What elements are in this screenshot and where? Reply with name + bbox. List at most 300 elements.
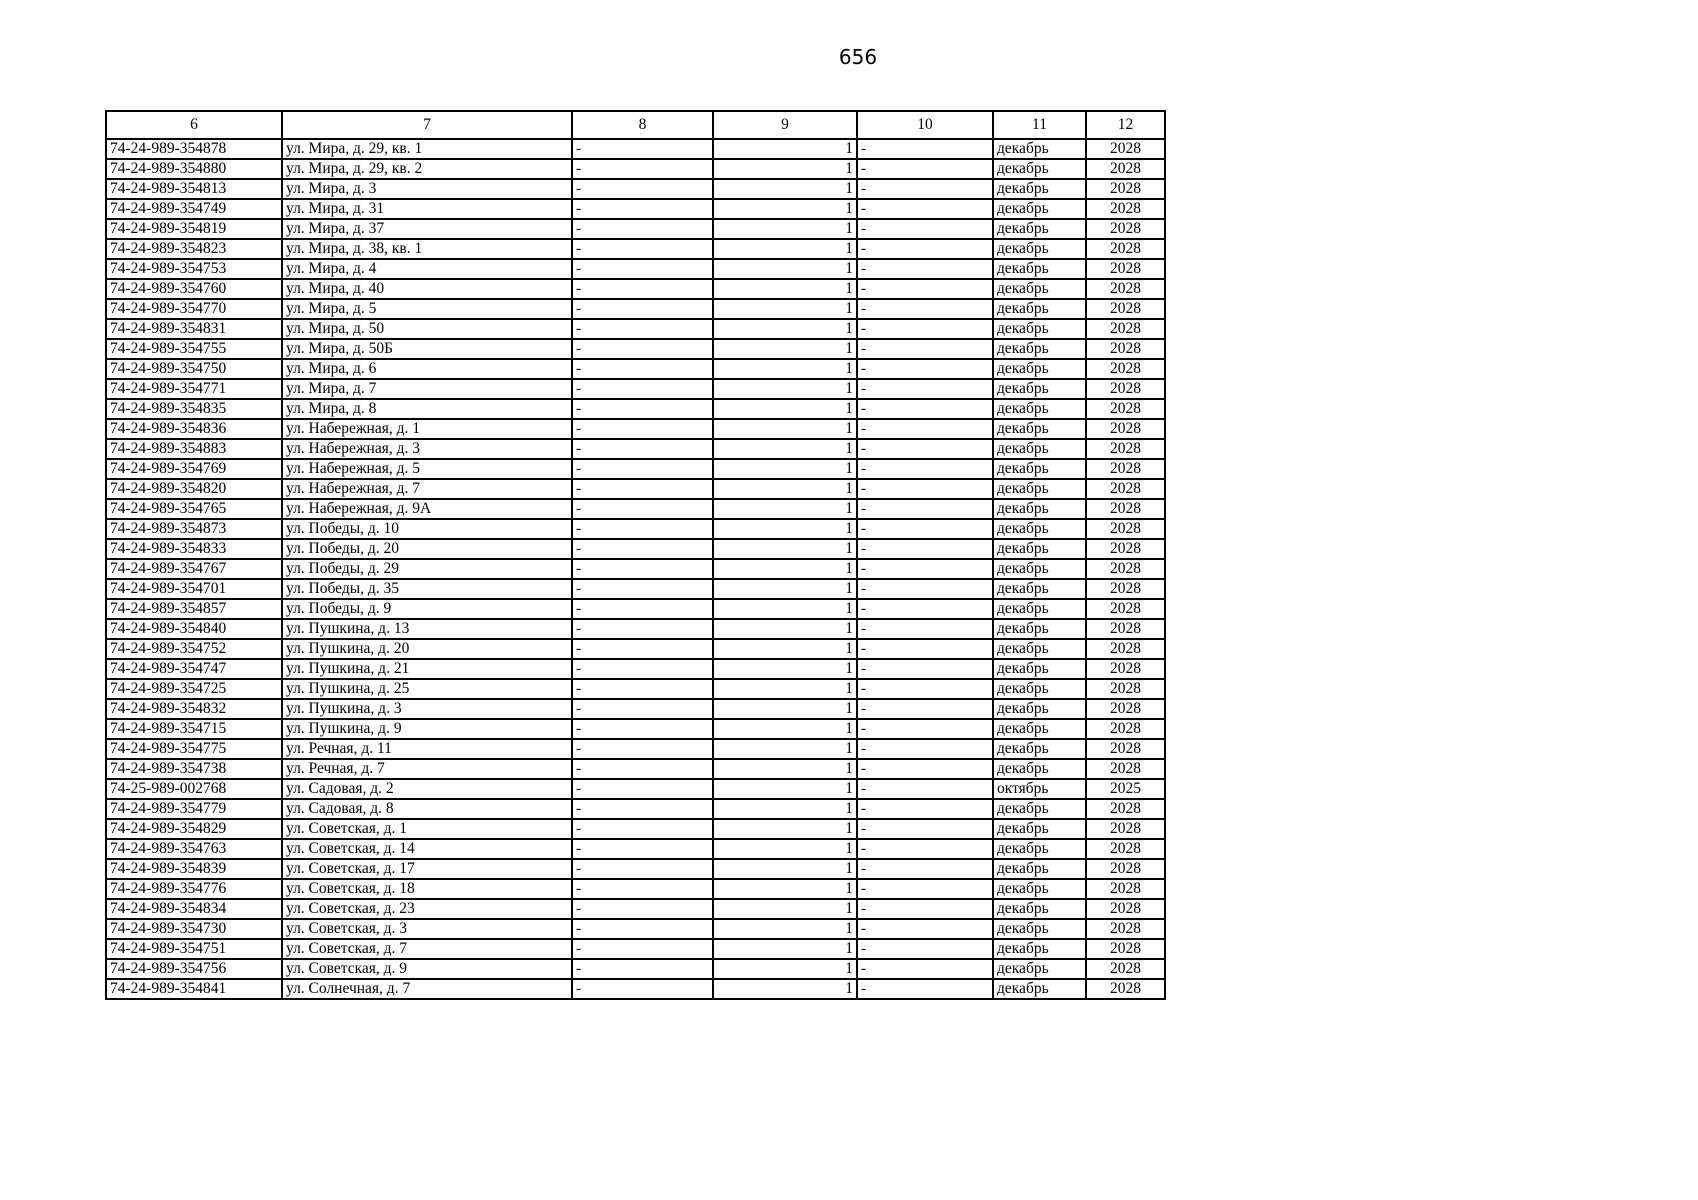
- cell-year: 2028: [1086, 159, 1165, 179]
- cell-month: декабрь: [993, 679, 1086, 699]
- cell-col-9: 1: [713, 319, 857, 339]
- cell-col-10: -: [857, 379, 993, 399]
- cell-month: декабрь: [993, 359, 1086, 379]
- cell-object-code: 74-24-989-354819: [106, 219, 282, 239]
- cell-col-9: 1: [713, 619, 857, 639]
- cell-col-9: 1: [713, 219, 857, 239]
- cell-year: 2028: [1086, 219, 1165, 239]
- cell-address: ул. Набережная, д. 1: [282, 419, 572, 439]
- cell-col-8: -: [572, 919, 713, 939]
- cell-year: 2028: [1086, 939, 1165, 959]
- cell-address: ул. Солнечная, д. 7: [282, 979, 572, 999]
- cell-col-9: 1: [713, 179, 857, 199]
- header-row: [106, 111, 1165, 139]
- cell-year: 2028: [1086, 499, 1165, 519]
- cell-col-9: 1: [713, 379, 857, 399]
- cell-address: ул. Победы, д. 10: [282, 519, 572, 539]
- table-row: [106, 499, 1165, 519]
- cell-month: декабрь: [993, 859, 1086, 879]
- cell-object-code: 74-24-989-354883: [106, 439, 282, 459]
- cell-year: 2028: [1086, 739, 1165, 759]
- cell-address: ул. Речная, д. 7: [282, 759, 572, 779]
- cell-address: ул. Мира, д. 7: [282, 379, 572, 399]
- cell-month: декабрь: [993, 139, 1086, 159]
- cell-month: декабрь: [993, 839, 1086, 859]
- cell-col-9: 1: [713, 739, 857, 759]
- cell-object-code: 74-24-989-354880: [106, 159, 282, 179]
- table-row: [106, 799, 1165, 819]
- cell-address: ул. Речная, д. 11: [282, 739, 572, 759]
- cell-col-10: -: [857, 199, 993, 219]
- cell-col-8: -: [572, 359, 713, 379]
- cell-object-code: 74-24-989-354831: [106, 319, 282, 339]
- cell-col-8: -: [572, 659, 713, 679]
- table-row: [106, 559, 1165, 579]
- cell-address: ул. Набережная, д. 7: [282, 479, 572, 499]
- table-row: [106, 959, 1165, 979]
- cell-address: ул. Советская, д. 7: [282, 939, 572, 959]
- cell-address: ул. Советская, д. 1: [282, 819, 572, 839]
- cell-address: ул. Победы, д. 9: [282, 599, 572, 619]
- table-row: [106, 519, 1165, 539]
- cell-year: 2028: [1086, 719, 1165, 739]
- cell-col-10: -: [857, 179, 993, 199]
- cell-address: ул. Набережная, д. 9А: [282, 499, 572, 519]
- cell-col-8: -: [572, 459, 713, 479]
- cell-object-code: 74-24-989-354829: [106, 819, 282, 839]
- cell-year: 2028: [1086, 459, 1165, 479]
- cell-col-8: -: [572, 839, 713, 859]
- cell-object-code: 74-24-989-354749: [106, 199, 282, 219]
- cell-col-10: -: [857, 459, 993, 479]
- cell-col-9: 1: [713, 899, 857, 919]
- cell-col-8: -: [572, 639, 713, 659]
- cell-address: ул. Пушкина, д. 21: [282, 659, 572, 679]
- column-header-10: 10: [857, 111, 993, 139]
- cell-col-9: 1: [713, 259, 857, 279]
- cell-month: декабрь: [993, 179, 1086, 199]
- cell-object-code: 74-24-989-354701: [106, 579, 282, 599]
- cell-col-9: 1: [713, 439, 857, 459]
- cell-col-8: -: [572, 319, 713, 339]
- cell-address: ул. Мира, д. 8: [282, 399, 572, 419]
- cell-year: 2028: [1086, 439, 1165, 459]
- cell-col-8: -: [572, 379, 713, 399]
- cell-col-9: 1: [713, 599, 857, 619]
- cell-col-9: 1: [713, 879, 857, 899]
- cell-col-8: -: [572, 539, 713, 559]
- cell-month: декабрь: [993, 239, 1086, 259]
- cell-col-10: -: [857, 839, 993, 859]
- cell-address: ул. Мира, д. 38, кв. 1: [282, 239, 572, 259]
- table-row: [106, 139, 1165, 159]
- cell-month: декабрь: [993, 339, 1086, 359]
- cell-month: декабрь: [993, 499, 1086, 519]
- cell-year: 2028: [1086, 519, 1165, 539]
- cell-col-10: -: [857, 339, 993, 359]
- cell-month: декабрь: [993, 699, 1086, 719]
- table-row: [106, 459, 1165, 479]
- cell-col-10: -: [857, 879, 993, 899]
- cell-year: 2028: [1086, 359, 1165, 379]
- cell-year: 2028: [1086, 559, 1165, 579]
- cell-col-9: 1: [713, 459, 857, 479]
- cell-col-8: -: [572, 479, 713, 499]
- cell-year: 2028: [1086, 479, 1165, 499]
- cell-year: 2028: [1086, 399, 1165, 419]
- cell-object-code: 74-24-989-354776: [106, 879, 282, 899]
- cell-object-code: 74-24-989-354823: [106, 239, 282, 259]
- table-row: [106, 359, 1165, 379]
- cell-col-10: -: [857, 559, 993, 579]
- cell-address: ул. Набережная, д. 5: [282, 459, 572, 479]
- cell-year: 2028: [1086, 839, 1165, 859]
- cell-month: декабрь: [993, 159, 1086, 179]
- table-row: [106, 279, 1165, 299]
- cell-month: декабрь: [993, 979, 1086, 999]
- table-row: [106, 379, 1165, 399]
- table-row: [106, 759, 1165, 779]
- table-row: [106, 699, 1165, 719]
- cell-col-9: 1: [713, 339, 857, 359]
- cell-col-9: 1: [713, 159, 857, 179]
- cell-month: декабрь: [993, 199, 1086, 219]
- cell-col-10: -: [857, 919, 993, 939]
- table-row: [106, 659, 1165, 679]
- cell-col-10: -: [857, 319, 993, 339]
- cell-year: 2028: [1086, 599, 1165, 619]
- table-row: [106, 159, 1165, 179]
- table-row: [106, 259, 1165, 279]
- cell-year: 2028: [1086, 919, 1165, 939]
- cell-col-9: 1: [713, 839, 857, 859]
- cell-object-code: 74-24-989-354841: [106, 979, 282, 999]
- cell-object-code: 74-25-989-002768: [106, 779, 282, 799]
- cell-address: ул. Мира, д. 5: [282, 299, 572, 319]
- cell-address: ул. Мира, д. 29, кв. 1: [282, 139, 572, 159]
- cell-address: ул. Мира, д. 29, кв. 2: [282, 159, 572, 179]
- cell-year: 2028: [1086, 979, 1165, 999]
- cell-month: декабрь: [993, 879, 1086, 899]
- cell-col-9: 1: [713, 659, 857, 679]
- cell-col-8: -: [572, 179, 713, 199]
- cell-month: декабрь: [993, 659, 1086, 679]
- cell-col-10: -: [857, 279, 993, 299]
- cell-month: декабрь: [993, 379, 1086, 399]
- cell-month: декабрь: [993, 419, 1086, 439]
- cell-col-8: -: [572, 399, 713, 419]
- table-row: [106, 619, 1165, 639]
- cell-address: ул. Победы, д. 35: [282, 579, 572, 599]
- cell-month: декабрь: [993, 559, 1086, 579]
- cell-object-code: 74-24-989-354769: [106, 459, 282, 479]
- cell-col-10: -: [857, 299, 993, 319]
- cell-month: декабрь: [993, 759, 1086, 779]
- cell-col-8: -: [572, 879, 713, 899]
- cell-col-10: -: [857, 619, 993, 639]
- cell-col-9: 1: [713, 419, 857, 439]
- cell-month: декабрь: [993, 599, 1086, 619]
- table-row: [106, 399, 1165, 419]
- column-header-11: 11: [993, 111, 1086, 139]
- cell-col-10: -: [857, 679, 993, 699]
- table-row: [106, 419, 1165, 439]
- table-row: [106, 679, 1165, 699]
- cell-col-10: -: [857, 439, 993, 459]
- cell-month: декабрь: [993, 399, 1086, 419]
- cell-col-8: -: [572, 819, 713, 839]
- cell-address: ул. Мира, д. 31: [282, 199, 572, 219]
- cell-object-code: 74-24-989-354760: [106, 279, 282, 299]
- cell-object-code: 74-24-989-354820: [106, 479, 282, 499]
- cell-year: 2028: [1086, 259, 1165, 279]
- cell-col-8: -: [572, 719, 713, 739]
- cell-month: декабрь: [993, 719, 1086, 739]
- cell-year: 2028: [1086, 239, 1165, 259]
- cell-col-9: 1: [713, 919, 857, 939]
- cell-col-9: 1: [713, 759, 857, 779]
- cell-col-8: -: [572, 979, 713, 999]
- cell-col-9: 1: [713, 399, 857, 419]
- cell-col-9: 1: [713, 559, 857, 579]
- cell-year: 2028: [1086, 579, 1165, 599]
- cell-address: ул. Набережная, д. 3: [282, 439, 572, 459]
- cell-month: декабрь: [993, 519, 1086, 539]
- cell-col-9: 1: [713, 539, 857, 559]
- cell-col-8: -: [572, 519, 713, 539]
- cell-col-9: 1: [713, 519, 857, 539]
- cell-col-10: -: [857, 799, 993, 819]
- cell-col-9: 1: [713, 479, 857, 499]
- cell-col-8: -: [572, 559, 713, 579]
- cell-col-9: 1: [713, 199, 857, 219]
- cell-object-code: 74-24-989-354775: [106, 739, 282, 759]
- cell-col-10: -: [857, 659, 993, 679]
- cell-col-9: 1: [713, 939, 857, 959]
- cell-col-10: -: [857, 779, 993, 799]
- cell-object-code: 74-24-989-354779: [106, 799, 282, 819]
- cell-address: ул. Садовая, д. 8: [282, 799, 572, 819]
- cell-year: 2028: [1086, 639, 1165, 659]
- cell-object-code: 74-24-989-354813: [106, 179, 282, 199]
- cell-col-8: -: [572, 339, 713, 359]
- table-row: [106, 479, 1165, 499]
- cell-month: декабрь: [993, 739, 1086, 759]
- cell-month: декабрь: [993, 299, 1086, 319]
- cell-year: 2028: [1086, 299, 1165, 319]
- cell-col-8: -: [572, 219, 713, 239]
- cell-col-9: 1: [713, 279, 857, 299]
- table-row: [106, 639, 1165, 659]
- cell-col-9: 1: [713, 799, 857, 819]
- column-header-9: 9: [713, 111, 857, 139]
- cell-object-code: 74-24-989-354770: [106, 299, 282, 319]
- cell-col-10: -: [857, 239, 993, 259]
- cell-address: ул. Мира, д. 4: [282, 259, 572, 279]
- table-row: [106, 919, 1165, 939]
- cell-col-10: -: [857, 499, 993, 519]
- cell-month: декабрь: [993, 279, 1086, 299]
- cell-object-code: 74-24-989-354833: [106, 539, 282, 559]
- cell-col-8: -: [572, 619, 713, 639]
- cell-year: 2028: [1086, 139, 1165, 159]
- cell-col-10: -: [857, 139, 993, 159]
- cell-object-code: 74-24-989-354725: [106, 679, 282, 699]
- table-row: [106, 339, 1165, 359]
- cell-year: 2028: [1086, 879, 1165, 899]
- cell-col-10: -: [857, 979, 993, 999]
- cell-year: 2028: [1086, 819, 1165, 839]
- cell-col-8: -: [572, 759, 713, 779]
- cell-object-code: 74-24-989-354715: [106, 719, 282, 739]
- cell-col-9: 1: [713, 979, 857, 999]
- cell-col-9: 1: [713, 239, 857, 259]
- cell-col-9: 1: [713, 299, 857, 319]
- cell-col-10: -: [857, 359, 993, 379]
- cell-col-10: -: [857, 639, 993, 659]
- cell-address: ул. Мира, д. 50: [282, 319, 572, 339]
- cell-col-9: 1: [713, 139, 857, 159]
- cell-col-8: -: [572, 139, 713, 159]
- column-header-6: 6: [106, 111, 282, 139]
- cell-address: ул. Советская, д. 14: [282, 839, 572, 859]
- cell-col-9: 1: [713, 699, 857, 719]
- cell-object-code: 74-24-989-354753: [106, 259, 282, 279]
- cell-month: декабрь: [993, 639, 1086, 659]
- cell-address: ул. Советская, д. 3: [282, 919, 572, 939]
- cell-month: декабрь: [993, 579, 1086, 599]
- cell-year: 2028: [1086, 539, 1165, 559]
- cell-address: ул. Пушкина, д. 20: [282, 639, 572, 659]
- cell-col-10: -: [857, 159, 993, 179]
- page-number: 656: [838, 45, 878, 69]
- cell-month: декабрь: [993, 819, 1086, 839]
- table-row: [106, 879, 1165, 899]
- cell-col-9: 1: [713, 499, 857, 519]
- cell-object-code: 74-24-989-354763: [106, 839, 282, 859]
- cell-year: 2028: [1086, 859, 1165, 879]
- cell-month: декабрь: [993, 939, 1086, 959]
- cell-col-10: -: [857, 219, 993, 239]
- table-row: [106, 719, 1165, 739]
- cell-object-code: 74-24-989-354873: [106, 519, 282, 539]
- cell-col-10: -: [857, 519, 993, 539]
- cell-year: 2028: [1086, 799, 1165, 819]
- cell-col-8: -: [572, 299, 713, 319]
- cell-object-code: 74-24-989-354752: [106, 639, 282, 659]
- cell-object-code: 74-24-989-354836: [106, 419, 282, 439]
- cell-month: декабрь: [993, 919, 1086, 939]
- table-row: [106, 899, 1165, 919]
- cell-address: ул. Победы, д. 29: [282, 559, 572, 579]
- cell-address: ул. Пушкина, д. 13: [282, 619, 572, 639]
- cell-col-10: -: [857, 699, 993, 719]
- table-row: [106, 939, 1165, 959]
- cell-col-10: -: [857, 419, 993, 439]
- cell-year: 2028: [1086, 319, 1165, 339]
- cell-object-code: 74-24-989-354750: [106, 359, 282, 379]
- cell-month: декабрь: [993, 219, 1086, 239]
- cell-address: ул. Победы, д. 20: [282, 539, 572, 559]
- cell-address: ул. Пушкина, д. 25: [282, 679, 572, 699]
- cell-col-9: 1: [713, 579, 857, 599]
- cell-year: 2028: [1086, 379, 1165, 399]
- cell-col-10: -: [857, 599, 993, 619]
- cell-col-10: -: [857, 739, 993, 759]
- table-row: [106, 579, 1165, 599]
- cell-address: ул. Садовая, д. 2: [282, 779, 572, 799]
- cell-month: декабрь: [993, 799, 1086, 819]
- cell-object-code: 74-24-989-354857: [106, 599, 282, 619]
- table-row: [106, 979, 1165, 999]
- cell-month: декабрь: [993, 619, 1086, 639]
- table-row: [106, 539, 1165, 559]
- table-row: [106, 179, 1165, 199]
- cell-month: декабрь: [993, 539, 1086, 559]
- cell-address: ул. Пушкина, д. 9: [282, 719, 572, 739]
- cell-col-9: 1: [713, 819, 857, 839]
- cell-object-code: 74-24-989-354738: [106, 759, 282, 779]
- cell-col-8: -: [572, 779, 713, 799]
- cell-address: ул. Советская, д. 18: [282, 879, 572, 899]
- cell-col-10: -: [857, 399, 993, 419]
- cell-col-8: -: [572, 259, 713, 279]
- table-body: [106, 139, 1165, 999]
- cell-col-10: -: [857, 579, 993, 599]
- table-row: [106, 739, 1165, 759]
- cell-col-8: -: [572, 239, 713, 259]
- cell-month: декабрь: [993, 259, 1086, 279]
- cell-col-9: 1: [713, 719, 857, 739]
- cell-object-code: 74-24-989-354771: [106, 379, 282, 399]
- table-row: [106, 299, 1165, 319]
- cell-col-8: -: [572, 499, 713, 519]
- cell-col-10: -: [857, 959, 993, 979]
- cell-object-code: 74-24-989-354834: [106, 899, 282, 919]
- cell-col-8: -: [572, 419, 713, 439]
- cell-month: декабрь: [993, 459, 1086, 479]
- cell-year: 2028: [1086, 419, 1165, 439]
- column-header-12: 12: [1086, 111, 1165, 139]
- cell-col-10: -: [857, 899, 993, 919]
- cell-address: ул. Мира, д. 6: [282, 359, 572, 379]
- cell-col-10: -: [857, 539, 993, 559]
- column-header-7: 7: [282, 111, 572, 139]
- cell-col-9: 1: [713, 679, 857, 699]
- cell-col-9: 1: [713, 779, 857, 799]
- cell-col-9: 1: [713, 859, 857, 879]
- cell-col-8: -: [572, 159, 713, 179]
- cell-year: 2028: [1086, 199, 1165, 219]
- cell-address: ул. Мира, д. 40: [282, 279, 572, 299]
- cell-year: 2025: [1086, 779, 1165, 799]
- cell-col-10: -: [857, 819, 993, 839]
- cell-object-code: 74-24-989-354730: [106, 919, 282, 939]
- cell-col-10: -: [857, 939, 993, 959]
- cell-address: ул. Советская, д. 9: [282, 959, 572, 979]
- cell-col-8: -: [572, 959, 713, 979]
- cell-object-code: 74-24-989-354835: [106, 399, 282, 419]
- cell-col-9: 1: [713, 959, 857, 979]
- table-row: [106, 819, 1165, 839]
- cell-address: ул. Пушкина, д. 3: [282, 699, 572, 719]
- cell-month: декабрь: [993, 479, 1086, 499]
- cell-month: декабрь: [993, 959, 1086, 979]
- cell-year: 2028: [1086, 279, 1165, 299]
- cell-col-8: -: [572, 439, 713, 459]
- cell-col-9: 1: [713, 639, 857, 659]
- cell-address: ул. Мира, д. 50Б: [282, 339, 572, 359]
